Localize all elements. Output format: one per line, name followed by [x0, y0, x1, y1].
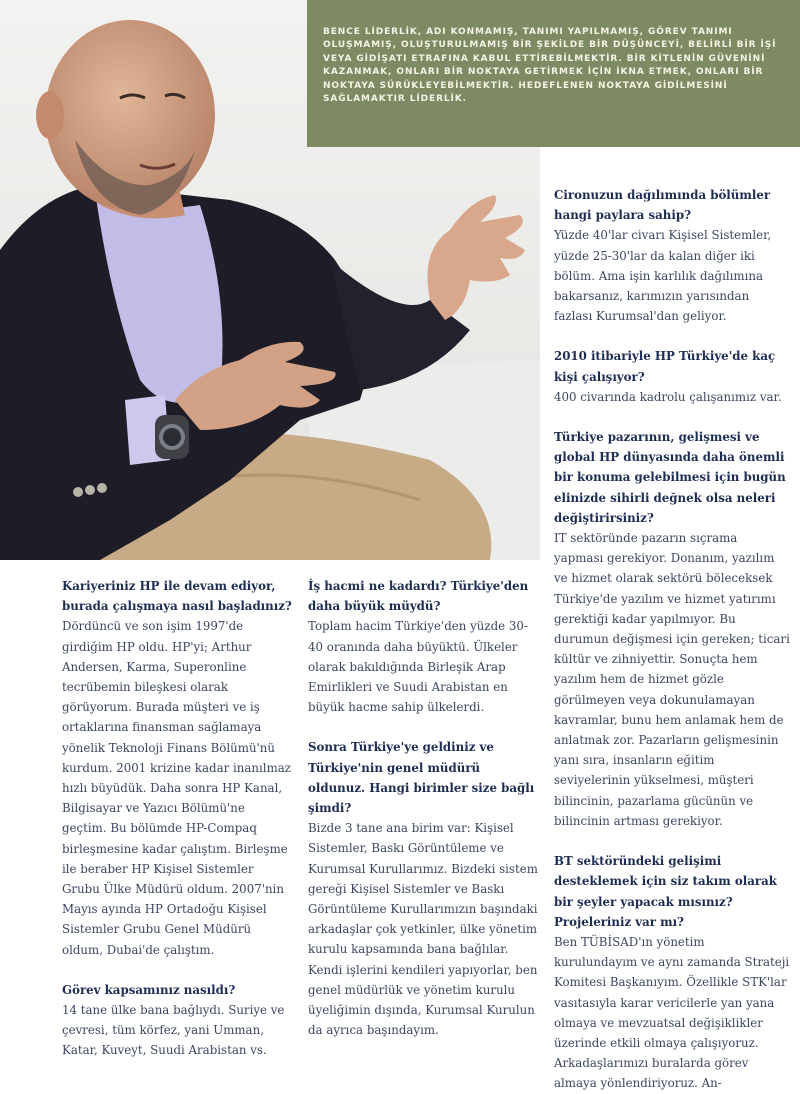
answer: 14 tane ülke bana bağlıydı. Suriye ve çevresi, tüm körfez, yani Umman, Katar, Kuveyt, Suudi Arabistan vs.: [62, 1003, 285, 1058]
answer: Bizde 3 tane ana birim var: Kişisel Sistemler, Baskı Görüntüleme ve Kurumsal Kurullarımız. Bizdeki sistem gereği Kişisel Sistemler ve Baskı Görüntüleme Kurullarımızın başındaki arkadaşlar çok yetkinler, ülke yönetim kurulu kapsamında bana bağlılar.: [308, 821, 538, 957]
pull-quote-box: [307, 0, 800, 147]
answer: 400 civarında kadrolu çalışanımız var.: [554, 389, 782, 404]
answer-continued: Kendi işlerini kendileri yapıyorlar, ben genel müdürlük ve yönetim kurulu üyeliğimin dışında, Kurumsal Kurulun da ayrıca başındayım.: [308, 962, 538, 1038]
article-column-right: [554, 185, 790, 1094]
answer: IT sektöründe pazarın sıçrama yapması gerekiyor. Donanım, yazılım ve hizmet olarak sektörü böleceksek Türkiye'de yazılım ve hizmet yatırımı gerektiği kadar yapılmıyor. Bu durumun değişmesi için gereken; ticari kültür ve zihniyettir. Sonuçta hem yazılım hem de hizmet gözle görülmeyen veya dokunulamayan kavramlar, bunu hem anlamak hem de anlatmak zor. Pazarların gelişmesinin yanı sıra, insanların eğitim seviyelerinin yükselmesi, müşteri bilincinin, pazarlama gücünün ve bilincinin artması gerekiyor.: [554, 531, 790, 828]
question: Sonra Türkiye'ye geldiniz ve Türkiye'nin genel müdürü oldunuz. Hangi birimler size bağlı şimdi?: [308, 740, 535, 816]
pull-quote: BENCE LİDERLİK, ADI KONMAMIŞ, TANIMI YAPILMAMIŞ, GÖREV TANIMI OLUŞMAMIŞ, OLUŞTURULMAMIŞ BİR ŞEKİLDE BİR DÜŞÜNCEYİ, BELİRLİ BİR İŞİ VEYA GİDİŞATI ETRAFINA KABUL ETTİREBİLMEKTİR. BİR KİTLENİN GÜVENİNİ KAZANMAK, ONLARI BİR NOKTAYA GETİRMEK İÇİN İKNA ETMEK, ONLARI BİR NOKTAYA SÜRÜKLEYEBİLMEKTİR. HEDEFLENEN NOKTAYA GİDİLMESİNİ SAĞLAMAKTIR LİDERLİK.: [323, 27, 777, 105]
answer: Toplam hacim Türkiye'den yüzde 30-40 oranında daha büyüktü. Ülkeler olarak bakıldığında Birleşik Arap Emirlikleri ve Suudi Arabistan en büyük hacme sahip ülkelerdi.: [308, 619, 528, 715]
question: Cironuzun dağılımında bölümler hangi paylara sahip?: [554, 188, 771, 223]
question: Görev kapsamınız nasıldı?: [62, 982, 236, 997]
question: BT sektöründeki gelişimi desteklemek için siz takım olarak bir şeyler yapacak mısınız? Projeleriniz var mı?: [554, 854, 777, 929]
article-column-left: [62, 576, 292, 1061]
question: İş hacmi ne kadardı? Türkiye'den daha büyük müydü?: [308, 579, 529, 614]
question: Kariyeriniz HP ile devam ediyor, burada çalışmaya nasıl başladınız?: [62, 579, 292, 614]
question: 2010 itibariyle HP Türkiye'de kaç kişi çalışıyor?: [554, 349, 776, 384]
article-column-middle: [308, 576, 538, 1040]
answer: Ben TÜBİSAD'ın yönetim kurulundayım ve aynı zamanda Strateji Komitesi Başkanıyım. Özellikle STK'lar vasıtasıyla karar vericilerle yan yana olmaya ve mevzuatsal değişiklikler üzerinde etkili olmaya çalışıyoruz. Arkadaşlarımızı buralarda görev almaya yönlendiriyoruz. An-: [554, 934, 790, 1091]
answer: Dördüncü ve son işim 1997'de girdiğim HP oldu. HP'yi; Arthur Andersen, Karma, Superonline tecrübemin bileşkesi olarak görüyorum. Burada müşteri ve iş ortaklarına finansman sağlamaya yönelik Teknoloji Finans Bölümü'nü kurdum. 2001 krizine kadar inanılmaz hızlı büyüdük. Daha sonra HP Kanal, Bilgisayar ve Yazıcı Bölümü'ne geçtim. Bu bölümde HP-Compaq birleşmesine kadar çalıştım. Birleşme ile beraber HP Kişisel Sistemler Grubu Ülke Müdürü oldum. 2007'nin Mayıs ayında HP Ortadoğu Kişisel Sistemler Grubu Genel Müdürü oldum, Dubai'de çalıştım.: [62, 619, 292, 957]
answer: Yüzde 40'lar civarı Kişisel Sistemler, yüzde 25-30'lar da kalan diğer iki bölüm. Ama işin karlılık dağılımına bakarsanız, karımızın yarısından fazlası Kurumsal'dan geliyor.: [554, 228, 772, 324]
question: Türkiye pazarının, gelişmesi ve global HP dünyasında daha önemli bir konuma gelebilmesi için bugün elinizde sihirli değnek olsa neleri değiştirirsiniz?: [554, 430, 786, 525]
